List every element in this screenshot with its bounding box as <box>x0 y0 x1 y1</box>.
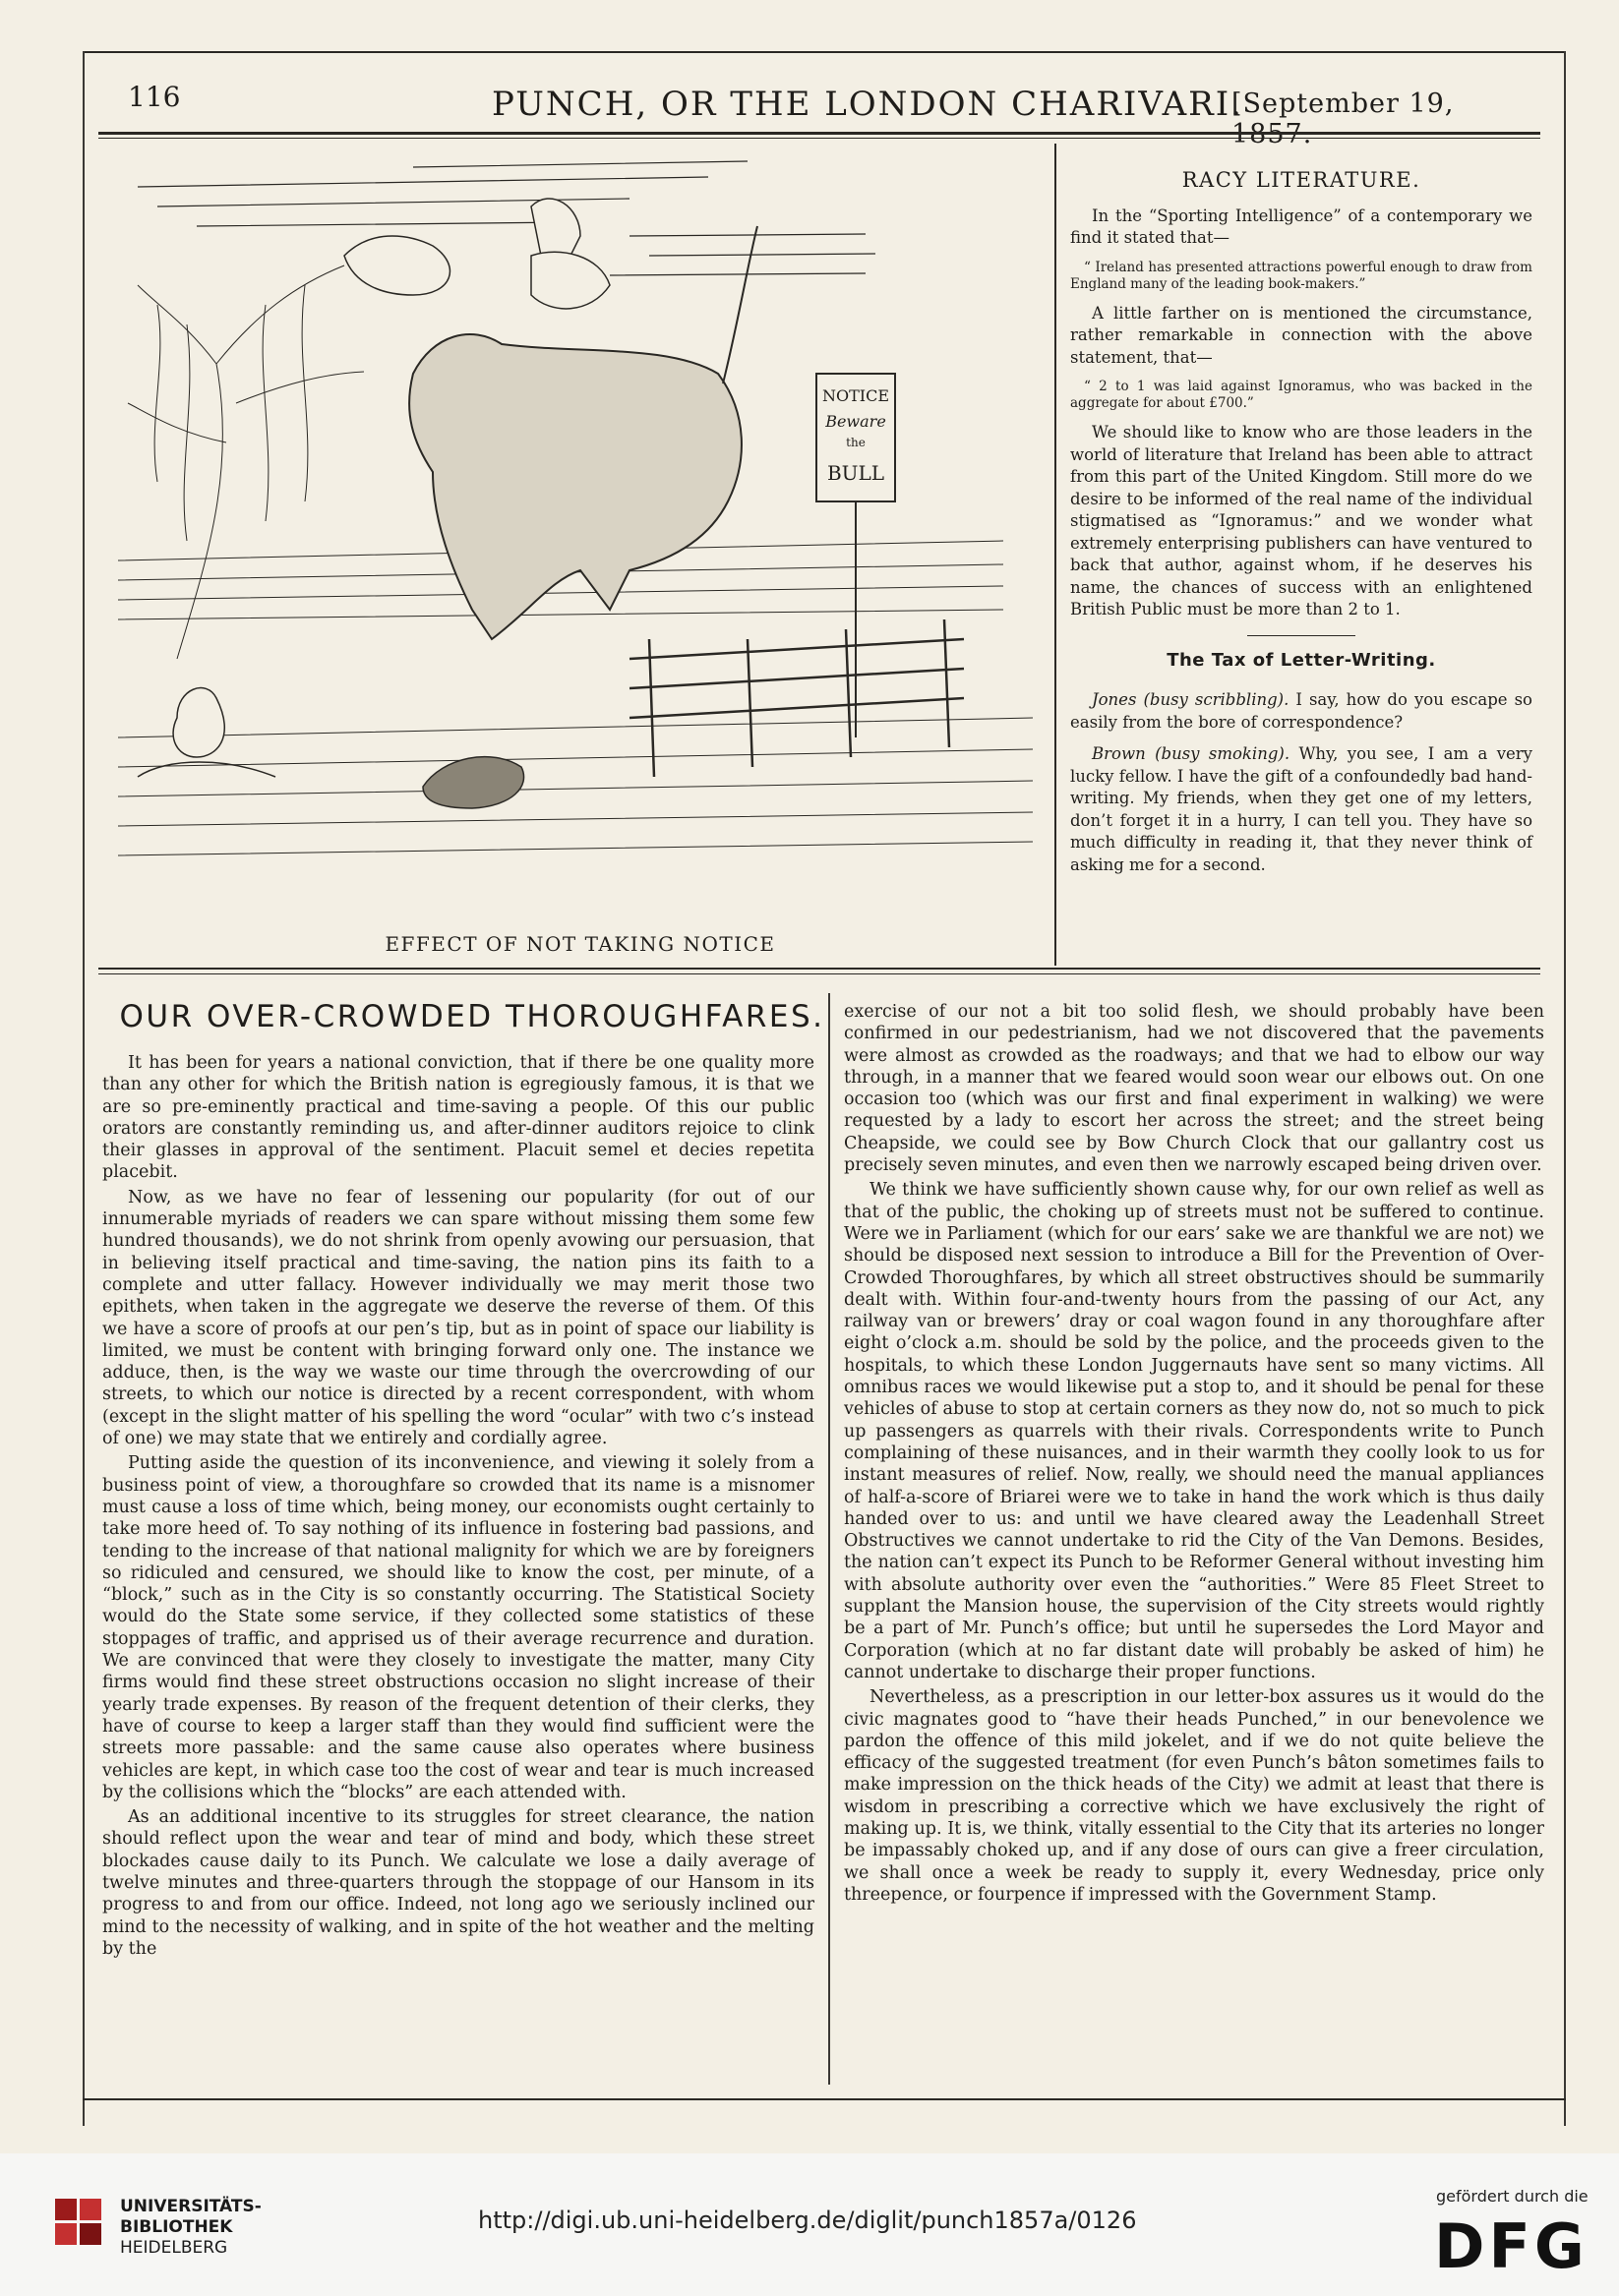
article-column-right <box>844 1001 1544 1909</box>
paragraph: A little farther on is mentioned the circumstance, rather remarkable in connection with the above statement, that— <box>1070 303 1532 367</box>
page-number: 116 <box>128 81 181 113</box>
paragraph: We should like to know who are those leaders in the world of literature that Ireland has been able to attract from this part of the United Kingdom. Still more do we desire to be informed of the real name of the individual stigmatised as “Ignoramus:” and we wonder what extremely enterprising publishers can have ventured to back that author, against whom, if he deserves his name, the chances of success with an enlightened British Public must be more than 2 to 1. <box>1070 423 1532 618</box>
column-divider <box>828 993 830 2085</box>
paragraph: Putting aside the question of its inconvenience, and viewing it solely from a business point of view, a thoroughfare so crowded that its name is a misnomer must cause a loss of time which, being money, our economists ought certainly to take more heed of. To say nothing of its influence in fostering bad passions, and tending to the increase of that national malignity for which we are by foreigners so ridiculed and censured, we should like to know the cost, per minute, of a “block,” such as in the City is so constantly occurring. The Statistical Society would do the State some service, if they collected some statistics of these stoppages of traffic, and apprised us of their average recurrence and duration. We are convinced that were they closely to investigate the matter, many City firms would find these street obstructions occasion no slight increase of their yearly trade expenses. By reason of the frequent detention of their clerks, they have of course to keep a larger staff than they would find sufficient were the streets more passable: and the same cause also operates where business vehicles are kept, in which case too the cost of wear and tear is much increased by the collisions which the “blocks” are each attended with. <box>102 1453 814 1802</box>
tax-letter-writing-title: The Tax of Letter-Writing. <box>1167 649 1436 671</box>
header-rule <box>98 132 1540 135</box>
bottom-frame-rule <box>83 2098 1566 2100</box>
left-frame-rule <box>83 51 85 2126</box>
mid-page-rule <box>98 968 1540 970</box>
paragraph: Now, as we have no fear of lessening our popularity (for out of our innumerable myriads of readers we can spare without missing them some few hundred thousands), we do not shrink from openly avowing our persuasion, that in believing itself practical and time-saving, the nation pins its faith to a complete and utter fallacy. However individually we may merit those two epithets, when taken in the aggregate we deserve the reverse of them. Of this we have a score of proofs at our pen’s tip, but as in point of space our liability is limited, we must be content with bringing forward only one. The instance we adduce, then, is the way we waste our time through the overcrowding of our streets, to which our notice is directed by a recent correspondent, with whom (except in the slight matter of his spelling the word “ocular” with two c’s instead of one) we may state that we entirely and cordially agree. <box>102 1187 814 1449</box>
paragraph: In the “Sporting Intelligence” of a contemporary we find it stated that— <box>1070 206 1532 247</box>
cartoon-caption: EFFECT OF NOT TAKING NOTICE <box>385 932 776 956</box>
dialogue-paragraph <box>1070 743 1532 876</box>
hat-on-ground <box>423 757 524 808</box>
quotation: “ 2 to 1 was laid against Ignoramus, who was backed in the aggregate for about £700.” <box>1070 379 1532 411</box>
speaker: Jones (busy scribbling). <box>1092 690 1289 709</box>
institution-line: HEIDELBERG <box>120 2238 228 2258</box>
permalink[interactable]: http://digi.ub.uni-heidelberg.de/diglit/punch1857a/0126 <box>478 2207 1137 2234</box>
racy-literature-title: RACY LITERATURE. <box>1181 168 1421 192</box>
paragraph: Nevertheless, as a prescription in our letter-box assures us it would do the civic magnates good to “have their heads Punched,” in our benevolence we pardon the offence of this mild jokelet, and if we do not quite believe the efficacy of the suggested treatment (for even Punch’s bâton sometimes fails to make impression on the thick heads of the City) we admit at least that there is wisdom in prescribing a corrective which we have exclusively the right of making up. It is, we think, vitally essential to the City that its arteries no longer be impassably choked up, and if any dose of ours can give a freer circulation, we shall once a week be ready to supply it, every Wednesday, price only threepence, or fourpence if impressed with the Government Stamp. <box>844 1687 1544 1905</box>
paragraph: As an additional incentive to its struggles for street clearance, the nation should reflect upon the wear and tear of mind and body, which these street blockades cause daily to its Punch. We calculate we lose a daily average of twelve minutes and three-quarters through the stoppage of our Hansom in its progress to and from our office. Indeed, not long ago we seriously inclined our mind to the necessity of walking, and in spite of the hot weather and the melting by the <box>102 1807 814 1959</box>
funding-text: gefördert durch die <box>1436 2187 1589 2206</box>
article-column-left <box>102 1052 814 1963</box>
right-column-top <box>1070 169 1532 886</box>
sky-hatching <box>138 161 875 275</box>
sign-line: the <box>846 436 866 449</box>
man-in-water <box>138 688 275 777</box>
header-rule-thin <box>98 138 1540 139</box>
dialogue-text: Why, you see, I am a very lucky fellow. I have the gift of a confoundedly bad hand-writing. My friends, when they get one of my letters, don’t forget it in a hurry, I can tell you. They have so much difficulty in reading it, that they never think of asking me for a second. <box>1070 744 1532 874</box>
quotation: “ Ireland has presented attractions powerful enough to draw from England many of the leading book-makers.” <box>1070 259 1532 292</box>
digitization-footer <box>0 2153 1619 2296</box>
institution-line: UNIVERSITÄTS- <box>120 2197 262 2216</box>
sign-line: Beware <box>825 412 886 431</box>
flying-clothes <box>344 199 610 309</box>
top-frame-rule <box>83 51 1566 53</box>
issue-date: [September 19, <box>1231 88 1455 119</box>
column-divider-top <box>1054 144 1056 966</box>
meadow-hatching <box>118 541 1033 855</box>
section-rule <box>1247 635 1355 636</box>
university-library-logo-icon <box>51 2195 105 2249</box>
dialogue-paragraph <box>1070 689 1532 734</box>
willow-tree <box>128 265 364 659</box>
page-header <box>98 81 1534 126</box>
article-title: OUR OVER-CROWDED THOROUGHFARES. <box>119 999 825 1034</box>
sign-line: BULL <box>826 461 885 485</box>
dialogue-text: I say, how do you escape so easily from the bore of correspondence? <box>1070 690 1532 732</box>
cartoon-illustration <box>118 147 1043 905</box>
masthead-title: PUNCH, OR THE LONDON CHARIVARI. <box>492 85 1243 124</box>
dfg-logo: DFG <box>1434 2210 1589 2282</box>
paragraph: exercise of our not a bit too solid flesh, we should probably have been confirmed in our pedestrianism, had we not discovered that the pavements were almost as crowded as the roadways; and that we had to elbow our way through, in a manner that we feared would soon wear our elbows out. On one occasion too (which was our first and final experiment in walking) we were requested by a lady to escort her across the street; and the street being Cheapside, we could see by Bow Church Clock that our gallantry cost us precisely seven minutes, and even then we narrowly escaped being driven over. <box>844 1002 1544 1176</box>
wooden-fence <box>630 619 964 777</box>
sign-line: NOTICE <box>821 386 890 405</box>
mid-page-rule-thin <box>98 973 1540 974</box>
speaker: Brown (busy smoking). <box>1092 744 1290 763</box>
right-frame-rule <box>1564 51 1566 2126</box>
institution-line: BIBLIOTHEK <box>120 2217 233 2237</box>
institution-name <box>120 2197 262 2259</box>
paragraph: We think we have sufficiently shown cause why, for our own relief as well as that of the public, the choking up of streets must not be suffered to continue. Were we in Parliament (which for our ears’ sake we are thankful we are not) we should be disposed next session to introduce a Bill for the Prevention of Over-Crowded Thoroughfares, by which all street obstructives should be summarily dealt with. Within four-and-twenty hours from the passing of our Act, any railway van or brewers’ dray or coal wagon found in any thoroughfare after eight o’clock a.m. should be sold by the police, and the proceeds given to the hospitals, to which these London Juggernauts have sent so many victims. All omnibus races we would likewise put a stop to, and it should be penal for these vehicles of abuse to stop at certain corners as they now do, not so much to pick up passengers as quarrels with their rivals. Correspondents write to Punch complaining of these nuisances, and in their warmth they coolly look to us for instant measures of relief. Now, really, we should need the manual appliances of half-a-score of Briarei were we to take in hand the work which is thus daily handed over to us: and until we have cleared away the Leadenhall Street Obstructives we cannot undertake to rid the City of the Van Demons. Besides, the nation can’t expect its Punch to be Reformer General without investing him with absolute authority over even the “authorities.” Were 85 Fleet Street to supplant the Mansion house, the supervision of the City streets would rightly be a part of Mr. Punch’s office; but until he supersedes the Lord Mayor and Corporation (which at no far distant date will probably be asked of him) he cannot undertake to discharge their proper functions. <box>844 1180 1544 1682</box>
paragraph: It has been for years a national conviction, that if there be one quality more than any other for which the British nation is egregiously famous, it is that we are so pre-eminently practical and time-saving a people. Of this our public orators are constantly reminding us, and after-dinner auditors rejoice to clink their glasses in approval of the sentiment. Placuit semel et decies repetita placebit. <box>102 1053 814 1183</box>
